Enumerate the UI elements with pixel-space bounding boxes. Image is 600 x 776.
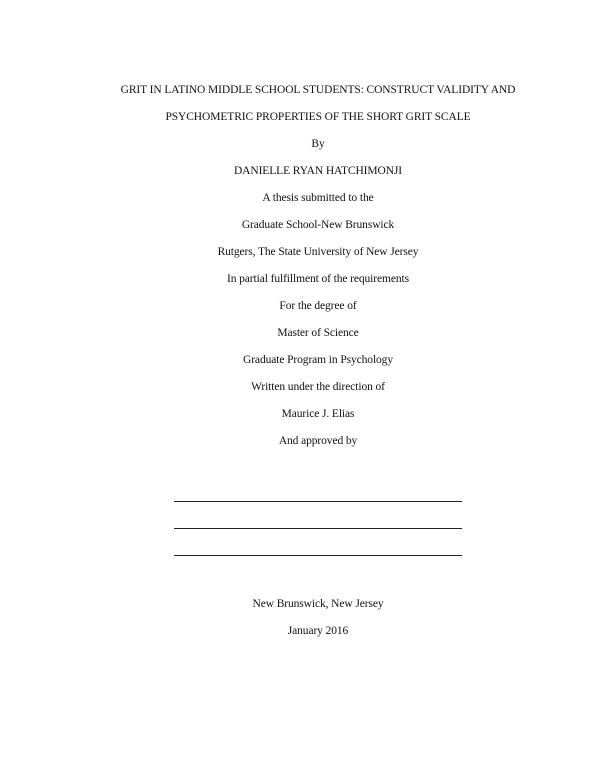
degree-intro: For the degree of: [279, 300, 357, 312]
approval-line: And approved by: [278, 435, 358, 447]
signature-line-2: [174, 528, 462, 529]
graduate-school: Graduate School-New Brunswick: [241, 219, 395, 231]
program-name: Graduate Program in Psychology: [243, 354, 393, 366]
degree-name: Master of Science: [277, 327, 359, 339]
university: Rutgers, The State University of New Jersey: [217, 246, 419, 258]
title-line-1: GRIT IN LATINO MIDDLE SCHOOL STUDENTS: CONSTRUCT VALIDITY AND: [120, 84, 516, 96]
location: New Brunswick, New Jersey: [252, 598, 384, 610]
title-line-2: PSYCHOMETRIC PROPERTIES OF THE SHORT GRIT SCALE: [165, 111, 471, 123]
fulfillment-line: In partial fulfillment of the requirements: [227, 273, 409, 285]
author-name: DANIELLE RYAN HATCHIMONJI: [233, 165, 403, 177]
direction-line: Written under the direction of: [251, 381, 385, 393]
signature-line-3: [174, 555, 462, 556]
byline: By: [311, 138, 325, 150]
advisor-name: Maurice J. Elias: [281, 408, 355, 420]
date: January 2016: [287, 625, 349, 637]
signature-line-1: [174, 501, 462, 502]
submission-line: A thesis submitted to the: [262, 192, 374, 204]
